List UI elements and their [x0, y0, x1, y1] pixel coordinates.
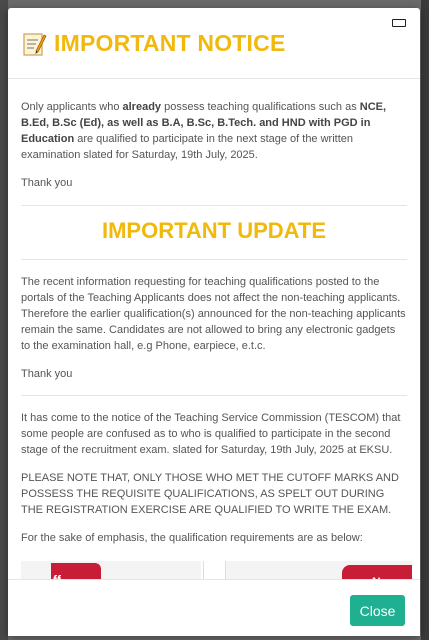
divider	[21, 395, 407, 396]
memo-icon	[22, 31, 46, 57]
modal-header	[8, 8, 420, 79]
backdrop-right	[421, 0, 429, 640]
notice-title	[22, 30, 285, 57]
divider	[21, 259, 407, 260]
cutoff-paragraph: PLEASE NOTE THAT, ONLY THOSE WHO MET THE CUTOFF MARKS AND POSSESS THE REQUISITE QUALIFICATIONS, AS SPELT OUT DURING THE REGISTRATION EXERCISE ARE QUALIFIED TO WRITE THE EXAM.	[21, 472, 399, 516]
notice-paragraph: Only applicants who already possess teaching qualifications such as NCE, B.Ed, B.Sc (Ed), as well as B.A, B.Sc, B.Tech. and HND with PGD in Education are qualified to participate in the next stage of the written examination slated for Saturday, 19th July, 2025.	[21, 101, 387, 161]
close-button[interactable]: Close	[350, 595, 405, 626]
minimize-button[interactable]	[392, 18, 406, 28]
divider	[21, 205, 407, 206]
notice-modal	[8, 8, 420, 636]
notice-title-text: IMPORTANT NOTICE	[54, 30, 286, 56]
update-paragraph: The recent information requesting for teaching qualifications posted to the portals of the Teaching Applicants does not affect the non-teaching applicants. Therefore the earlier qualification(s) announced for the non-teaching applicants remain the same. Candidates are not allowed to bring any electronic gadgets to the examination hall, e.g Phone, earpiece, e.t.c.	[21, 276, 406, 352]
update-thanks: Thank you	[21, 368, 73, 380]
emphasis-paragraph: For the sake of emphasis, the qualification requirements are as below:	[21, 532, 363, 544]
minimize-icon	[392, 19, 406, 27]
update-title: IMPORTANT UPDATE	[101, 218, 327, 243]
modal-footer	[8, 579, 420, 636]
modal-body[interactable]	[8, 79, 420, 579]
notice-thanks: Thank you	[21, 177, 73, 189]
backdrop-left	[0, 0, 8, 640]
tescom-paragraph: It has come to the notice of the Teaching Service Commission (TESCOM) that some people are confused as to who is qualified to participate in the second stage of the recruitment exam. slated for Saturday, 19th July, 2025 at EKSU.	[21, 412, 401, 456]
